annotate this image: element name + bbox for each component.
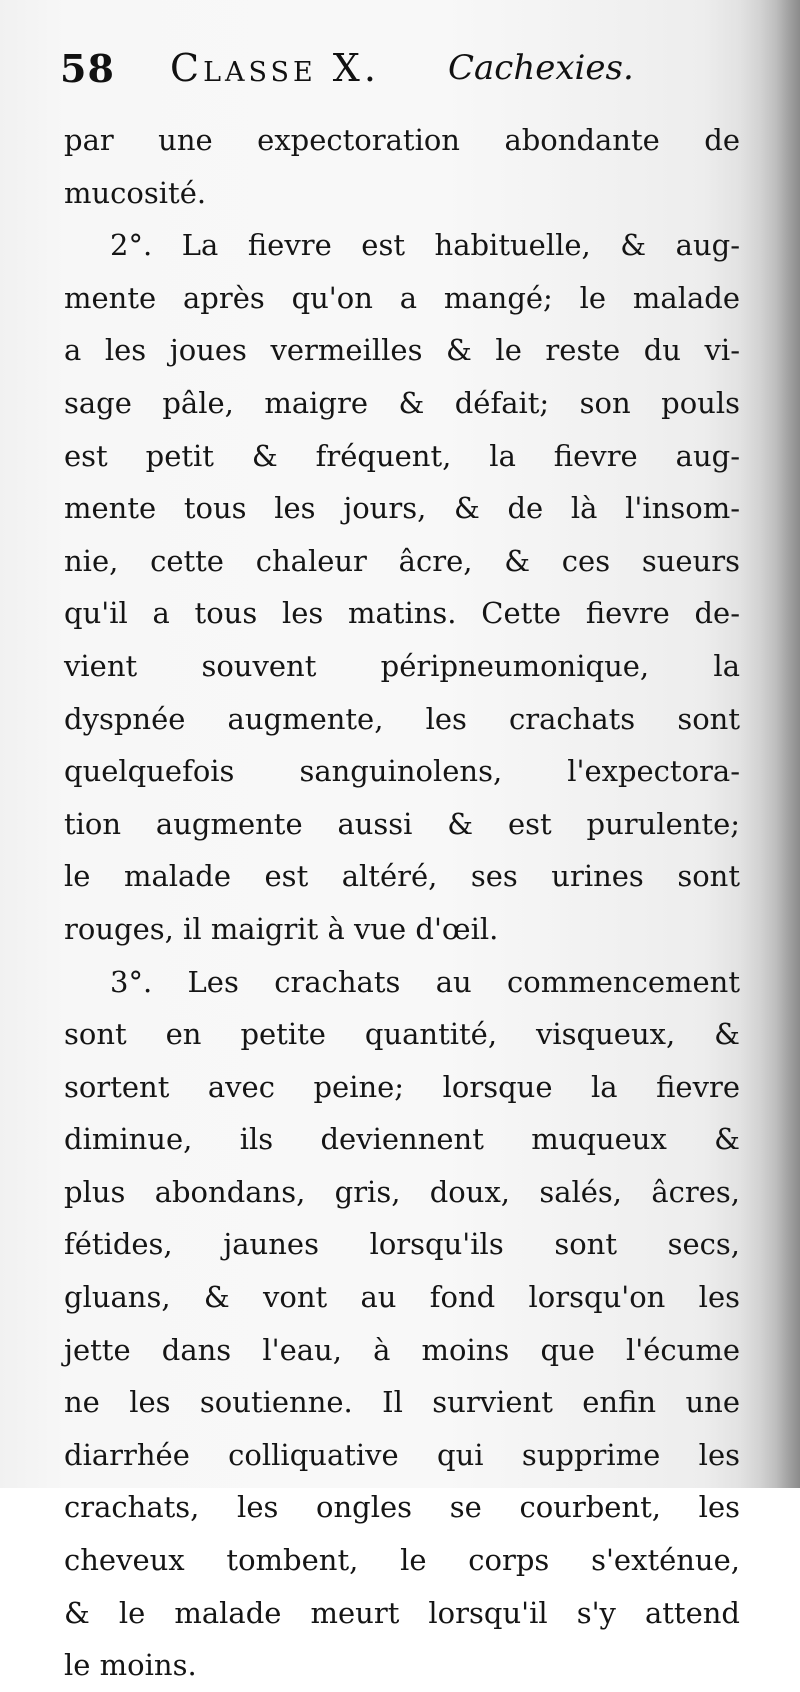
text-line: fétides, jaunes lorsqu'ils sont secs,: [64, 1227, 740, 1262]
text-line: crachats, les ongles se courbent, les: [64, 1490, 740, 1525]
text-line: par une expectoration abondante de: [64, 123, 740, 157]
text-line: & le malade meurt lorsqu'il s'y attend: [64, 1595, 740, 1630]
text-line: qu'il a tous les matins. Cette fievre de-: [64, 596, 740, 631]
running-title: Classe X.: [170, 46, 380, 90]
text-line: mente tous les jours, & de là l'insom-: [64, 491, 740, 526]
text-line: sage pâle, maigre & défait; son pouls: [64, 385, 740, 420]
text-line: le moins.: [64, 1648, 197, 1683]
text-line: plus abondans, gris, doux, salés, âcres,: [64, 1174, 740, 1209]
text-line: quelquefois sanguinolens, l'expectora-: [64, 754, 740, 789]
text-line: est petit & fréquent, la fievre aug-: [64, 438, 740, 473]
text-line: sont en petite quantité, visqueux, &: [64, 1017, 740, 1052]
text-line: 3°. Les crachats au commencement: [110, 964, 740, 999]
running-subtitle: Cachexies.: [448, 48, 634, 88]
text-line: jette dans l'eau, à moins que l'écume: [64, 1332, 740, 1367]
running-header: [60, 46, 740, 106]
page-number: 58: [60, 46, 115, 91]
body-text: [64, 114, 740, 1692]
text-line: diarrhée colliquative qui supprime les: [64, 1437, 740, 1472]
text-line: tion augmente aussi & est purulente;: [64, 806, 740, 841]
text-line: a les joues vermeilles & le reste du vi-: [64, 333, 740, 368]
text-line: mucosité.: [64, 175, 207, 210]
text-line: ne les soutienne. Il survient enfin une: [64, 1385, 740, 1420]
text-line: 2°. La fievre est habituelle, & aug-: [110, 228, 740, 263]
text-line: nie, cette chaleur âcre, & ces sueurs: [64, 543, 740, 578]
text-line: dyspnée augmente, les crachats sont: [64, 701, 740, 736]
text-line: sortent avec peine; lorsque la fievre: [64, 1069, 740, 1104]
text-line: gluans, & vont au fond lorsqu'on les: [64, 1280, 740, 1315]
text-line: rouges, il maigrit à vue d'œil.: [64, 911, 499, 946]
text-line: vient souvent péripneumonique, la: [64, 648, 740, 683]
text-line: mente après qu'on a mangé; le malade: [64, 280, 740, 315]
text-line: diminue, ils deviennent muqueux &: [64, 1122, 740, 1157]
text-line: cheveux tombent, le corps s'exténue,: [64, 1543, 740, 1578]
text-line: le malade est altéré, ses urines sont: [64, 859, 740, 894]
page-gutter-shadow: [740, 0, 800, 1488]
